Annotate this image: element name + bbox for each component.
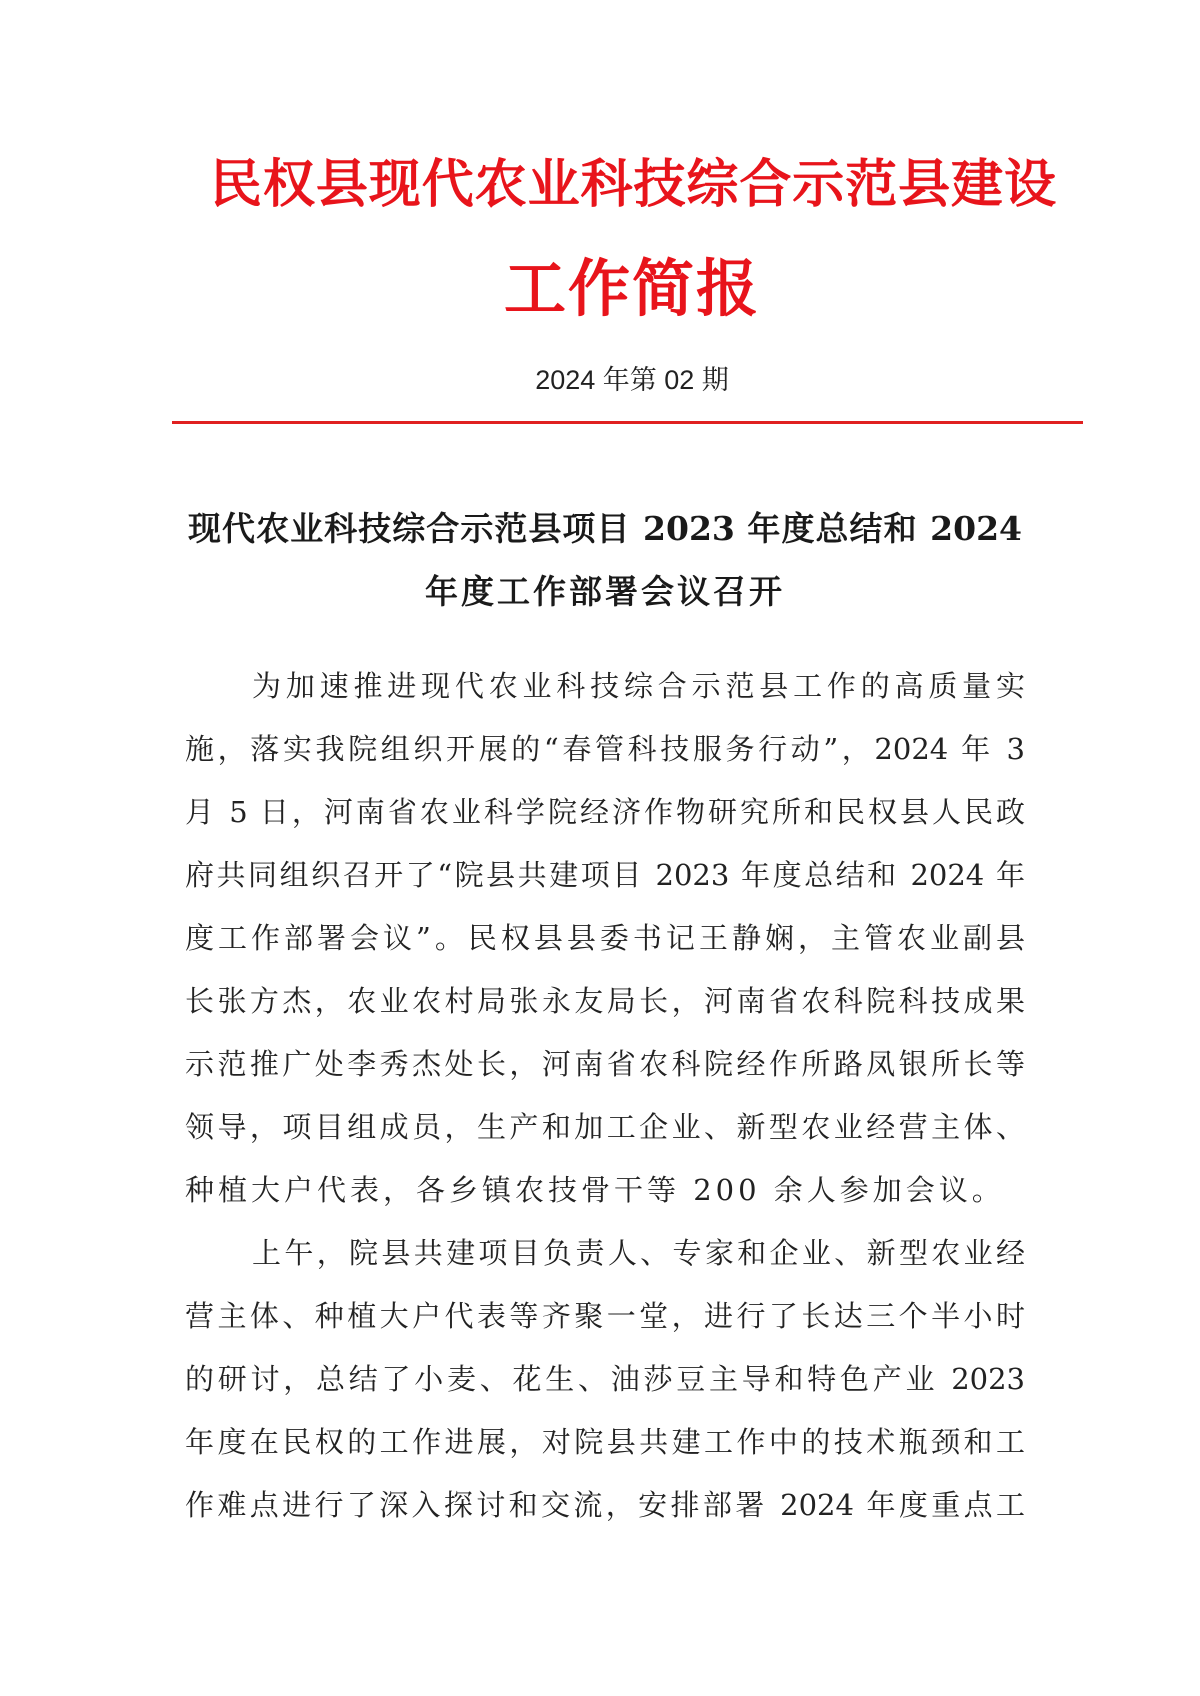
text-line: 府共同组织召开了“院县共建项目 2023 年度总结和 2024 年	[185, 858, 1025, 892]
text-line: 的研讨，总结了小麦、花生、油莎豆主导和特色产业 2023	[185, 1362, 1025, 1396]
text-line: 度工作部署会议”。民权县县委书记王静娴，主管农业副县	[185, 921, 1025, 955]
text-line: 上午，院县共建项目负责人、专家和企业、新型农业经	[252, 1236, 1025, 1270]
article-body	[185, 655, 1025, 1537]
text-line: 为加速推进现代农业科技综合示范县工作的高质量实	[252, 669, 1025, 703]
article-headline-line-2: 年度工作部署会议召开	[425, 572, 785, 611]
text-line: 领导，项目组成员，生产和加工企业、新型农业经营主体、	[185, 1110, 1025, 1144]
article-headline-line-1: 现代农业科技综合示范县项目 2023 年度总结和 2024	[188, 509, 1022, 548]
paragraph-2	[185, 1222, 1025, 1537]
paragraph-1	[185, 655, 1025, 1222]
text-line: 作难点进行了深入探讨和交流，安排部署 2024 年度重点工	[185, 1488, 1025, 1522]
text-line: 月 5 日，河南省农业科学院经济作物研究所和民权县人民政	[185, 795, 1025, 829]
text-line: 长张方杰，农业农村局张永友局长，河南省农科院科技成果	[185, 984, 1025, 1018]
text-line: 示范推广处李秀杰处长，河南省农科院经作所路凤银所长等	[185, 1047, 1025, 1081]
masthead-title-line-1: 民权县现代农业科技综合示范县建设	[210, 155, 1056, 215]
red-divider-rule	[172, 421, 1083, 424]
text-line: 种植大户代表，各乡镇农技骨干等 200 余人参加会议。	[185, 1173, 1005, 1207]
text-line: 营主体、种植大户代表等齐聚一堂，进行了长达三个半小时	[185, 1299, 1025, 1333]
text-line: 年度在民权的工作进展，对院县共建工作中的技术瓶颈和工	[185, 1425, 1025, 1459]
issue-number: 2024 年第 02 期	[535, 365, 729, 395]
text-line: 施，落实我院组织开展的“春管科技服务行动”，2024 年 3	[185, 732, 1025, 766]
masthead-title-line-2: 工作简报	[503, 252, 760, 325]
